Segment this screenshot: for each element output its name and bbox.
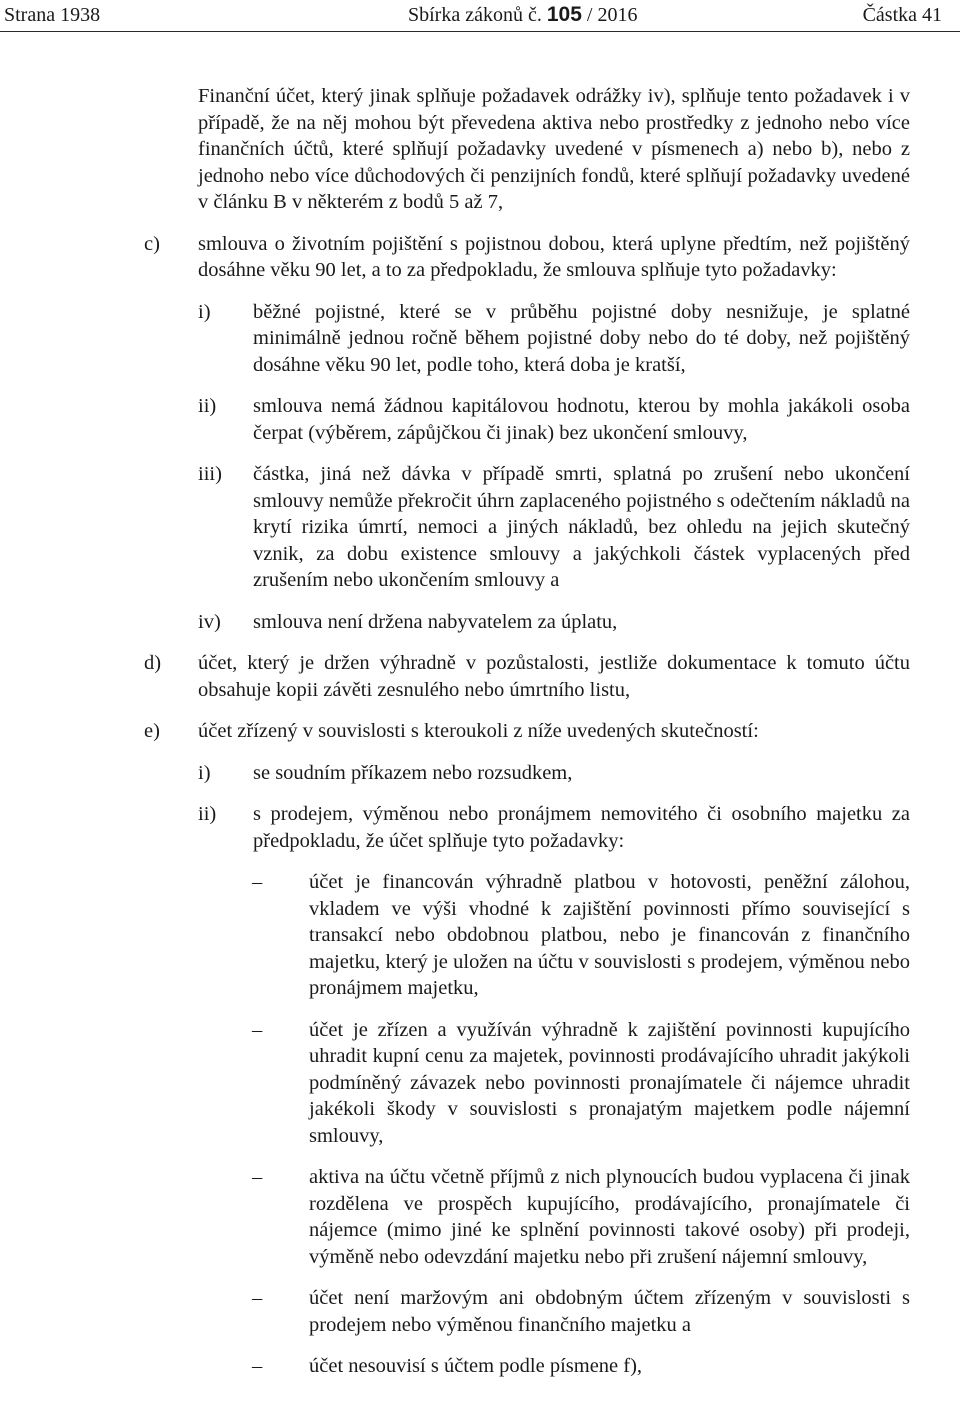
item-d	[144, 650, 910, 703]
dash-item	[252, 1017, 910, 1150]
dash-item-text: aktiva na účtu včetně příjmů z nich plynoucích budou vyplacena či jinak rozdělena ve prospěch kupujícího, prodávajícího, pronajímatele či nájemce (mimo jiné ke splnění povinnosti takové osoby) při prodeji, výměně nebo odevzdání majetku nebo při zrušení nájemní smlouvy,	[309, 1166, 910, 1268]
dash-item-text: účet nesouvisí s účtem podle písmene f),	[309, 1355, 643, 1377]
item-text: účet, který je držen výhradně v pozůstalosti, jestliže dokumentace k tomuto účtu obsahuje kopii závěti zesnulého nebo úmrtního listu,	[198, 652, 910, 701]
item-e	[144, 718, 910, 745]
subitem	[198, 609, 910, 636]
subitem	[198, 393, 910, 446]
dash-item	[252, 1353, 910, 1380]
document-body	[0, 83, 960, 1380]
subitem	[198, 760, 910, 787]
subitem-text: smlouva není držena nabyvatelem za úplatu,	[253, 610, 618, 633]
subitem-label: ii)	[198, 803, 217, 825]
item-letter: d)	[144, 652, 162, 674]
item-text: účet zřízený v souvislosti s kteroukoli z níže uvedených skutečností:	[198, 720, 759, 742]
collection-reference	[408, 0, 637, 30]
part-label: Částka 41	[862, 4, 942, 26]
page-header	[0, 0, 960, 32]
subitem-text: částka, jiná než dávka v případě smrti, splatná po zrušení nebo ukončení smlouvy nemůže překročit úhrn zaplaceného pojistného s odečtením nákladů na krytí rizika úmrtí, nemoci a jiných nákladů, bez ohledu na jejich skutečný vznik, za dobu existence smlouvy a jakýchkoli částek vyplacených před zrušením nebo ukončením smlouvy a	[253, 463, 910, 591]
subitem-label: iii)	[198, 463, 222, 485]
subitem-label: iv)	[198, 610, 221, 633]
subitem-text: s prodejem, výměnou nebo pronájmem nemovitého či osobního majetku za předpokladu, že účet splňuje tyto požadavky:	[253, 803, 910, 852]
item-letter: e)	[144, 720, 160, 742]
dash-marker: –	[252, 1018, 263, 1041]
subitem	[198, 299, 910, 379]
header-divider	[0, 31, 960, 32]
item-c	[144, 231, 910, 284]
subitem-label: ii)	[198, 395, 217, 417]
dash-item-text: účet není maržovým ani obdobným účtem zřízeným v souvislosti s prodejem nebo výměnou finančního majetku a	[309, 1287, 910, 1336]
collection-prefix: Sbírka zákonů č.	[408, 4, 542, 26]
subitem-text: běžné pojistné, které se v průběhu pojistné doby nesnižuje, je splatné minimálně jednou ročně během pojistné doby nebo do té doby, než pojištěný dosáhne věku 90 let, podle toho, která doba je kratší,	[253, 300, 910, 376]
page-number: Strana 1938	[4, 4, 101, 26]
dash-item	[252, 869, 910, 1002]
subitem-text: se soudním příkazem nebo rozsudkem,	[253, 761, 573, 784]
subitem-label: i)	[198, 761, 211, 784]
subitem-text: smlouva nemá žádnou kapitálovou hodnotu, kterou by mohla jakákoli osoba čerpat (výběrem, zápůjčkou či jinak) bez ukončení smlouvy,	[253, 395, 910, 444]
subitem	[198, 801, 910, 854]
collection-year: / 2016	[581, 4, 638, 26]
subitem	[198, 461, 910, 594]
item-letter: c)	[144, 232, 160, 255]
collection-number: 105	[546, 3, 582, 26]
dash-item	[252, 1164, 910, 1270]
item-text: smlouva o životním pojištění s pojistnou dobou, která uplyne předtím, než pojištěný dosáhne věku 90 let, a to za předpokladu, že smlouva splňuje tyto požadavky:	[198, 232, 910, 281]
dash-marker: –	[252, 1287, 263, 1309]
dash-marker: –	[252, 1355, 263, 1377]
dash-item	[252, 1285, 910, 1338]
dash-item-text: účet je financován výhradně platbou v hotovosti, peněžní zálohou, vkladem ve výši vhodné k zajištění povinnosti přímo související s transakcí nebo obdobnou platbou, nebo je financován z finančního majetku, který je uložen na účtu v souvislosti s prodejem, výměnou nebo pronájmem majetku,	[309, 871, 910, 999]
lead-paragraph: Finanční účet, který jinak splňuje požadavek odrážky iv), splňuje tento požadavek i v případě, že na něj mohou být převedena aktiva nebo prostředky z jednoho nebo více finančních účtů, které splňují požadavky uvedené v písmenech a) nebo b), nebo z jednoho nebo více důchodových či penzijních fondů, které splňují požadavky uvedené v článku B v některém z bodů 5 až 7,	[198, 85, 910, 213]
dash-marker: –	[252, 1166, 263, 1188]
dash-marker: –	[252, 871, 263, 893]
subitem-label: i)	[198, 300, 211, 323]
dash-item-text: účet je zřízen a využíván výhradně k zajištění povinnosti kupujícího uhradit kupní cenu za majetek, povinnosti prodávajícího uhradit jakýkoli podmíněný závazek nebo povinnosti pronajímatele či nájemce uhradit jakékoli škody v souvislosti s pronajatým majetkem podle nájemní smlouvy,	[309, 1018, 910, 1147]
